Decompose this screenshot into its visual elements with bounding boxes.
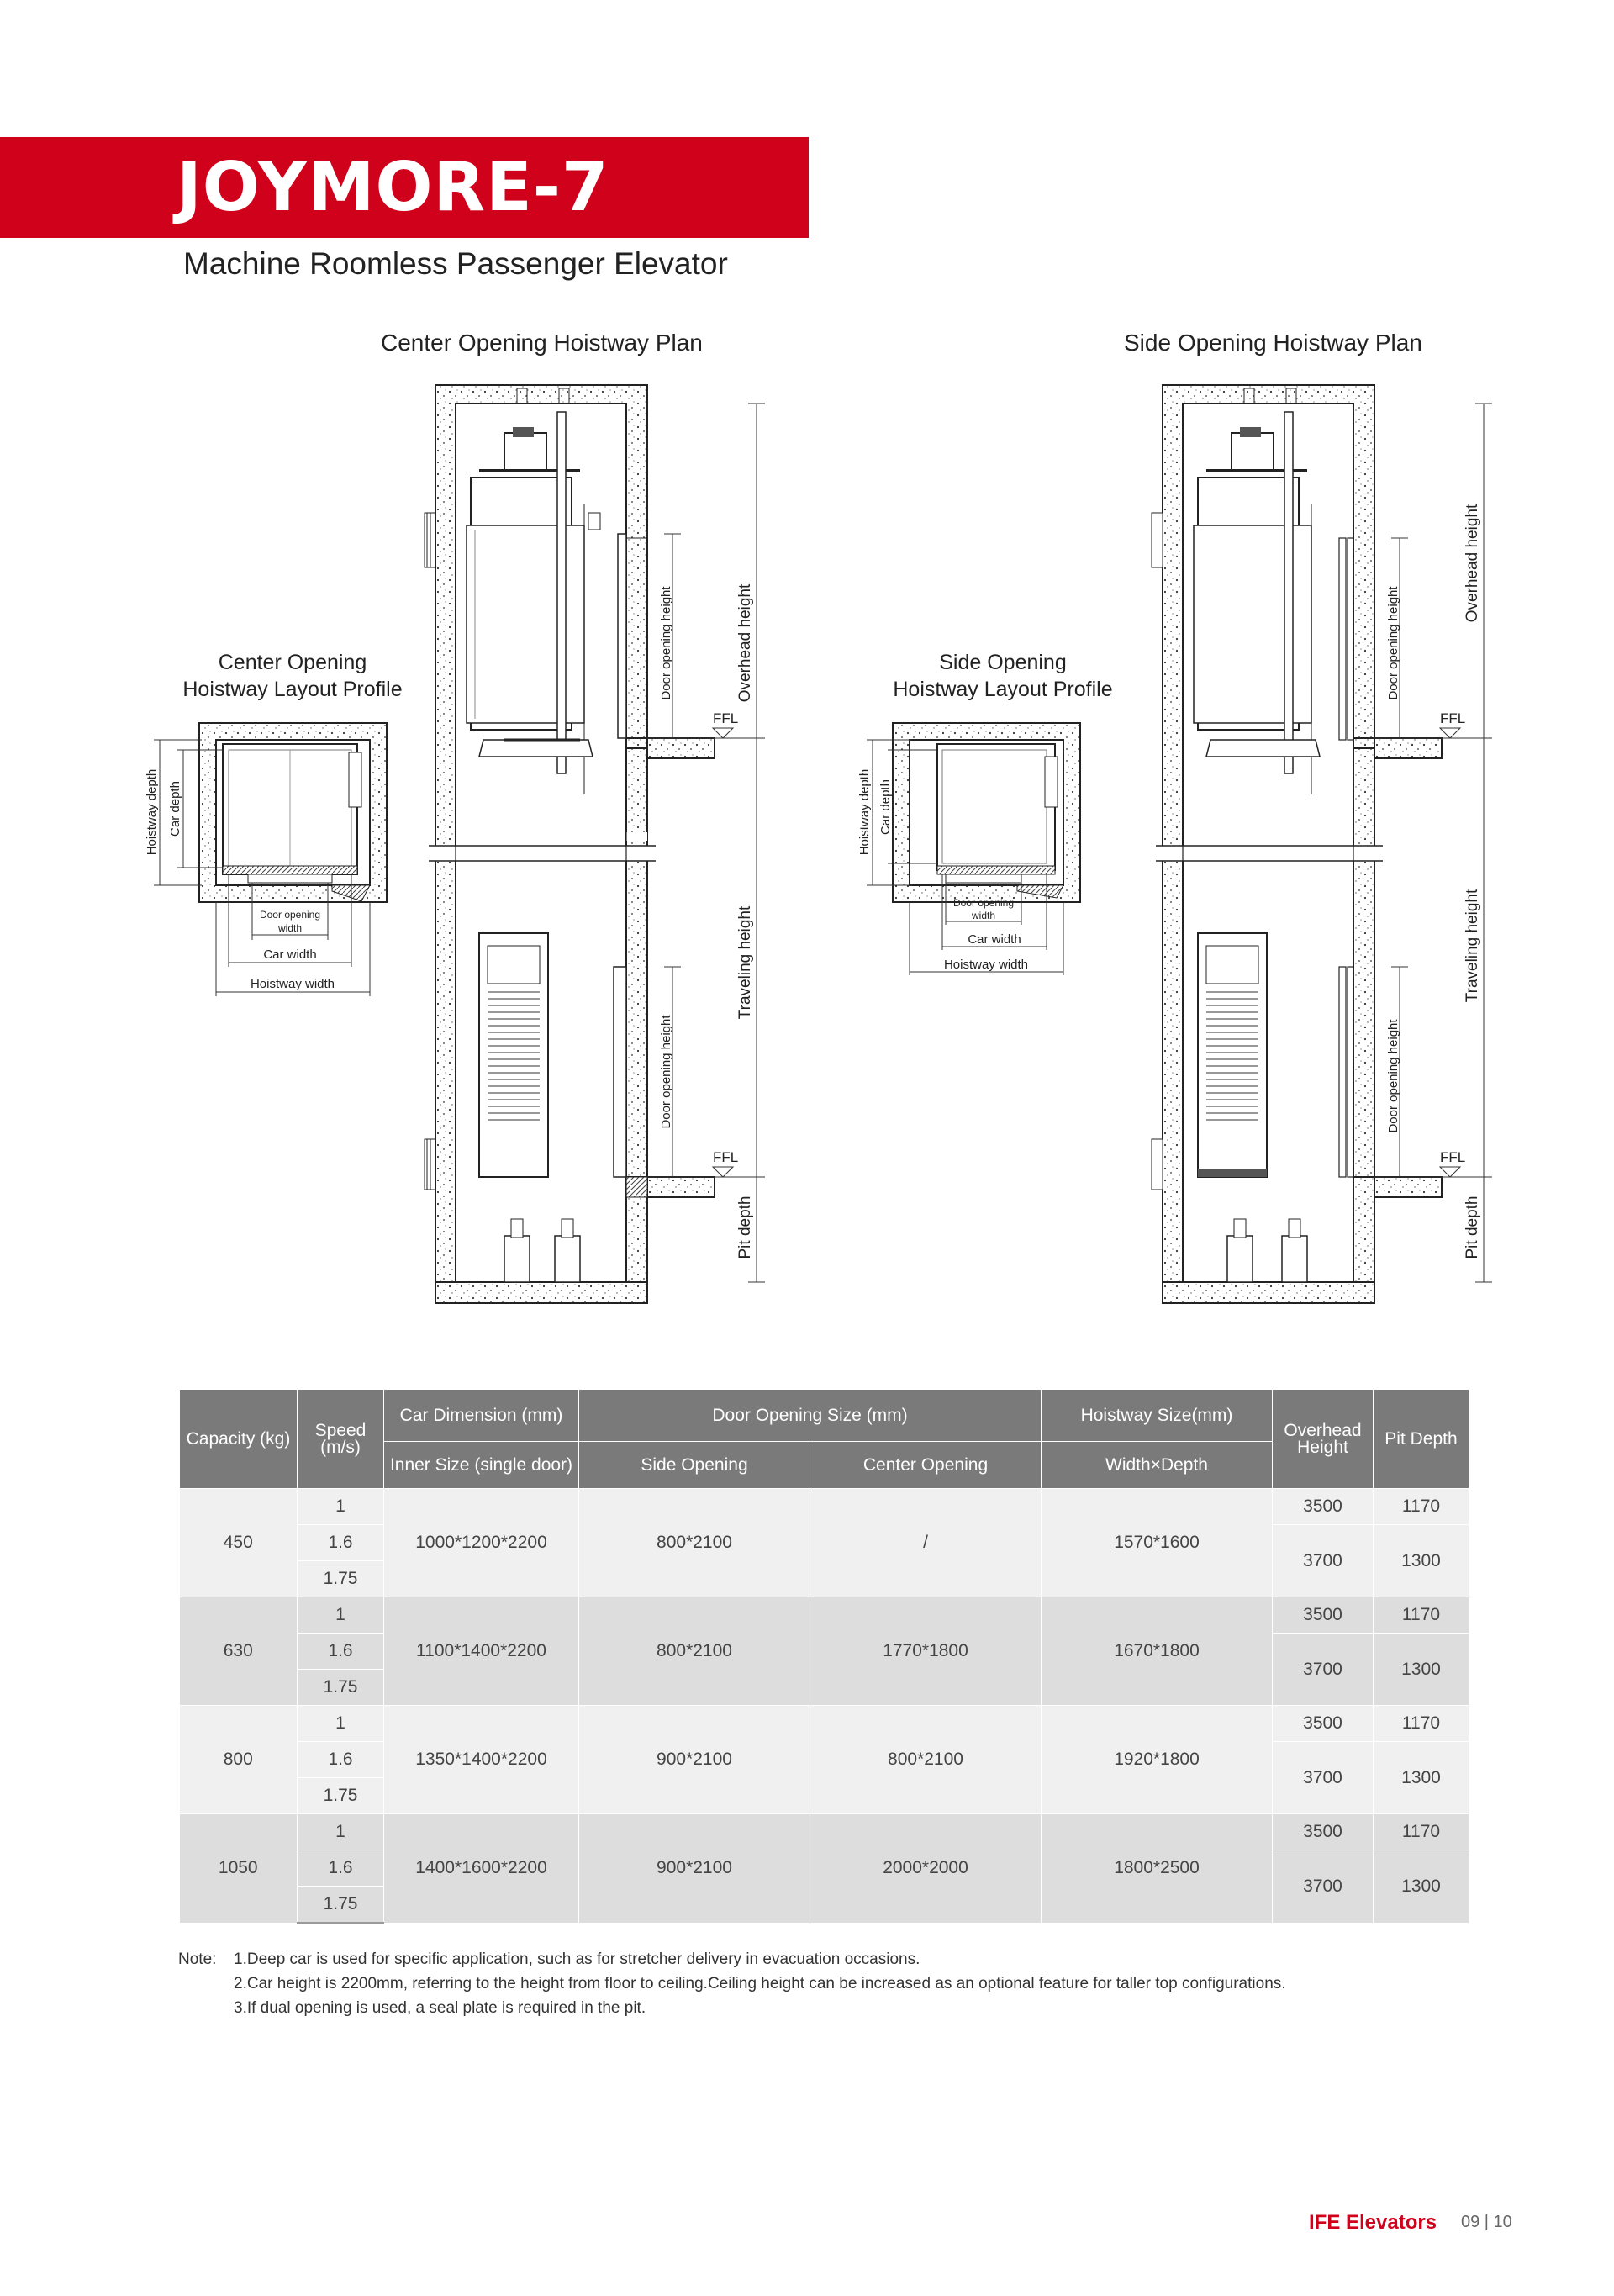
capacity-cell: 630 bbox=[180, 1597, 298, 1706]
center-opening-cell: 800*2100 bbox=[810, 1706, 1042, 1814]
pit-cell: 1170 bbox=[1374, 1814, 1469, 1850]
center-car-depth-label: Car depth bbox=[168, 781, 182, 837]
center-hoistway-plan bbox=[425, 385, 765, 1303]
side-door-width-label-2: width bbox=[971, 910, 996, 921]
header-center-opening: Center Opening bbox=[810, 1442, 1042, 1489]
side-layout-profile bbox=[857, 723, 1080, 975]
page-subtitle: Machine Roomless Passenger Elevator bbox=[183, 246, 728, 281]
side-car-depth-label: Car depth bbox=[878, 779, 893, 835]
header-overhead-height: Overhead Height bbox=[1273, 1390, 1374, 1489]
center-opening-cell: / bbox=[810, 1489, 1042, 1597]
center-opening-cell: 1770*1800 bbox=[810, 1597, 1042, 1706]
header-pit-depth: Pit Depth bbox=[1374, 1390, 1469, 1489]
speed-cell: 1.75 bbox=[298, 1887, 384, 1924]
pit-cell: 1300 bbox=[1374, 1525, 1469, 1597]
side-opening-cell: 900*2100 bbox=[579, 1814, 810, 1924]
pit-cell: 1170 bbox=[1374, 1489, 1469, 1525]
center-door-height-upper: Door opening height bbox=[659, 586, 673, 700]
side-door-height-lower: Door opening height bbox=[1386, 1019, 1400, 1133]
center-ffl-upper: FFL bbox=[713, 710, 739, 726]
side-opening-cell: 900*2100 bbox=[579, 1706, 810, 1814]
speed-cell: 1.6 bbox=[298, 1634, 384, 1670]
header-door-opening-size: Door Opening Size (mm) bbox=[579, 1390, 1042, 1442]
overhead-cell: 3500 bbox=[1273, 1706, 1374, 1742]
header-speed: Speed (m/s) bbox=[298, 1390, 384, 1489]
note-item: 2.Car height is 2200mm, referring to the height from floor to ceiling.Ceiling height can be increased as an optional feature for taller top configurations. bbox=[234, 1975, 1286, 1993]
center-ffl-lower: FFL bbox=[713, 1149, 739, 1165]
center-door-height-lower: Door opening height bbox=[659, 1015, 673, 1129]
side-door-width-label-1: Door opening bbox=[952, 897, 1015, 909]
overhead-cell: 3700 bbox=[1273, 1634, 1374, 1706]
speed-cell: 1.6 bbox=[298, 1850, 384, 1887]
center-car-width-label: Car width bbox=[263, 947, 317, 962]
table-row bbox=[180, 1597, 1469, 1634]
page-number: 09 | 10 bbox=[1461, 2213, 1512, 2231]
header-inner-size: Inner Size (single door) bbox=[384, 1442, 579, 1489]
pit-cell: 1300 bbox=[1374, 1850, 1469, 1924]
header-car-dimension: Car Dimension (mm) bbox=[384, 1390, 579, 1442]
hoistway-size-cell: 1920*1800 bbox=[1042, 1706, 1273, 1814]
side-hoistway-depth-label: Hoistway depth bbox=[857, 768, 872, 856]
pit-cell: 1170 bbox=[1374, 1597, 1469, 1634]
overhead-cell: 3500 bbox=[1273, 1597, 1374, 1634]
capacity-cell: 450 bbox=[180, 1489, 298, 1597]
pit-cell: 1300 bbox=[1374, 1742, 1469, 1814]
side-hoistway-plan bbox=[1152, 385, 1492, 1303]
side-pit-label: Pit depth bbox=[1464, 1196, 1481, 1259]
center-profile-title: Center Opening Hoistway Layout Profile bbox=[182, 651, 403, 701]
inner-size-cell: 1350*1400*2200 bbox=[384, 1706, 579, 1814]
speed-cell: 1 bbox=[298, 1489, 384, 1525]
pit-cell: 1300 bbox=[1374, 1634, 1469, 1706]
center-overhead-label: Overhead height bbox=[736, 583, 754, 703]
overhead-cell: 3700 bbox=[1273, 1850, 1374, 1924]
page-title: JOYMORE-7 bbox=[177, 148, 609, 226]
inner-size-cell: 1000*1200*2200 bbox=[384, 1489, 579, 1597]
center-layout-profile bbox=[145, 723, 387, 996]
overhead-cell: 3500 bbox=[1273, 1814, 1374, 1850]
center-door-width-label-2: width bbox=[277, 922, 303, 934]
capacity-cell: 1050 bbox=[180, 1814, 298, 1924]
center-door-width-label-1: Door opening bbox=[259, 909, 321, 921]
hoistway-size-cell: 1670*1800 bbox=[1042, 1597, 1273, 1706]
capacity-cell: 800 bbox=[180, 1706, 298, 1814]
speed-cell: 1.75 bbox=[298, 1561, 384, 1597]
hoistway-size-cell: 1800*2500 bbox=[1042, 1814, 1273, 1924]
overhead-cell: 3700 bbox=[1273, 1742, 1374, 1814]
table-row bbox=[180, 1706, 1469, 1742]
center-hoistway-depth-label: Hoistway depth bbox=[145, 768, 159, 856]
side-overhead-label: Overhead height bbox=[1464, 504, 1481, 623]
side-car-width-label: Car width bbox=[968, 932, 1021, 947]
speed-cell: 1.75 bbox=[298, 1670, 384, 1706]
header-hoistway-size: Hoistway Size(mm) bbox=[1042, 1390, 1273, 1442]
table-row bbox=[180, 1814, 1469, 1850]
header-side-opening: Side Opening bbox=[579, 1442, 810, 1489]
inner-size-cell: 1400*1600*2200 bbox=[384, 1814, 579, 1924]
specification-table-body bbox=[180, 1489, 1469, 1924]
note-item: 3.If dual opening is used, a seal plate is required in the pit. bbox=[234, 1999, 646, 2017]
specification-table bbox=[179, 1389, 1469, 1924]
speed-cell: 1.6 bbox=[298, 1742, 384, 1778]
header-width-depth: Width×Depth bbox=[1042, 1442, 1273, 1489]
overhead-cell: 3500 bbox=[1273, 1489, 1374, 1525]
speed-cell: 1 bbox=[298, 1706, 384, 1742]
overhead-cell: 3700 bbox=[1273, 1525, 1374, 1597]
pit-cell: 1170 bbox=[1374, 1706, 1469, 1742]
side-profile-title: Side Opening Hoistway Layout Profile bbox=[893, 651, 1113, 701]
side-door-height-upper: Door opening height bbox=[1386, 586, 1400, 700]
inner-size-cell: 1100*1400*2200 bbox=[384, 1597, 579, 1706]
notes-label: Note: bbox=[178, 1950, 217, 1968]
speed-cell: 1 bbox=[298, 1814, 384, 1850]
side-ffl-upper: FFL bbox=[1440, 710, 1466, 726]
center-pit-label: Pit depth bbox=[736, 1196, 754, 1259]
side-traveling-label: Traveling height bbox=[1464, 889, 1481, 1003]
footer-brand: IFE Elevators bbox=[1309, 2211, 1437, 2234]
side-hoistway-width-label: Hoistway width bbox=[943, 958, 1029, 972]
side-ffl-lower: FFL bbox=[1440, 1149, 1466, 1165]
side-opening-cell: 800*2100 bbox=[579, 1597, 810, 1706]
center-opening-cell: 2000*2000 bbox=[810, 1814, 1042, 1924]
note-item: 1.Deep car is used for specific application, such as for stretcher delivery in evacuation occasions. bbox=[234, 1950, 920, 1968]
speed-cell: 1.75 bbox=[298, 1778, 384, 1814]
center-hoistway-width-label: Hoistway width bbox=[250, 977, 335, 991]
side-opening-cell: 800*2100 bbox=[579, 1489, 810, 1597]
header-capacity: Capacity (kg) bbox=[180, 1390, 298, 1489]
hoistway-size-cell: 1570*1600 bbox=[1042, 1489, 1273, 1597]
side-plan-title: Side Opening Hoistway Plan bbox=[1124, 330, 1422, 356]
center-plan-title: Center Opening Hoistway Plan bbox=[381, 330, 703, 356]
center-traveling-label: Traveling height bbox=[736, 905, 754, 1020]
speed-cell: 1 bbox=[298, 1597, 384, 1634]
speed-cell: 1.6 bbox=[298, 1525, 384, 1561]
table-row bbox=[180, 1489, 1469, 1525]
